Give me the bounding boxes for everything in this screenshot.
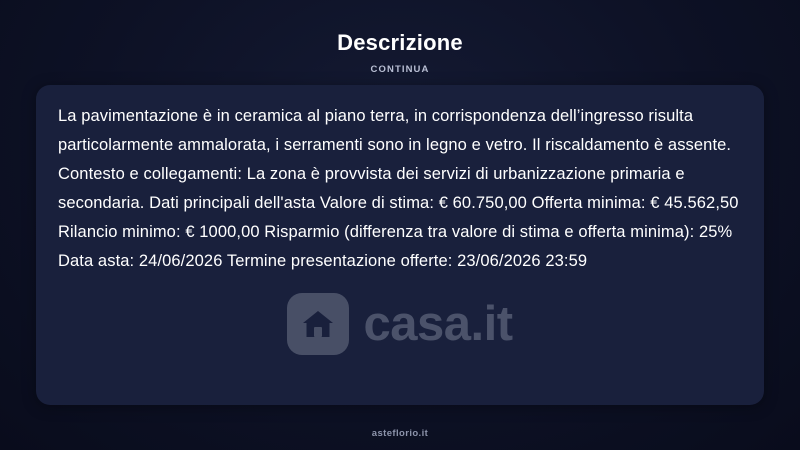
house-icon: [287, 293, 349, 355]
page-title: Descrizione: [337, 30, 463, 55]
continue-label[interactable]: CONTINUA: [370, 64, 430, 75]
description-card: [36, 85, 764, 405]
page-header: [0, 0, 800, 75]
description-text: La pavimentazione è in ceramica al piano terra, in corrispondenza dell’ingresso risulta particolarmente ammalorata, i serramenti sono in legno e vetro. Il riscaldamento è assente. Contesto e collegamenti: La zona è provvista dei servizi di urbanizzazione primaria e secondaria. Dati principali dell'asta Valore di stima: € 60.750,00 Offerta minima: € 45.562,50 Rilancio minimo: € 1000,00 Risparmio (differenza tra valore di stima e offerta minima): 25% Data asta: 24/06/2026 Termine presentazione offerte: 23/06/2026 23:59: [58, 107, 739, 270]
source-footer: asteflorio.it: [371, 428, 429, 439]
casa-it-watermark: [36, 293, 764, 355]
watermark-brand: casa.it: [363, 296, 513, 351]
